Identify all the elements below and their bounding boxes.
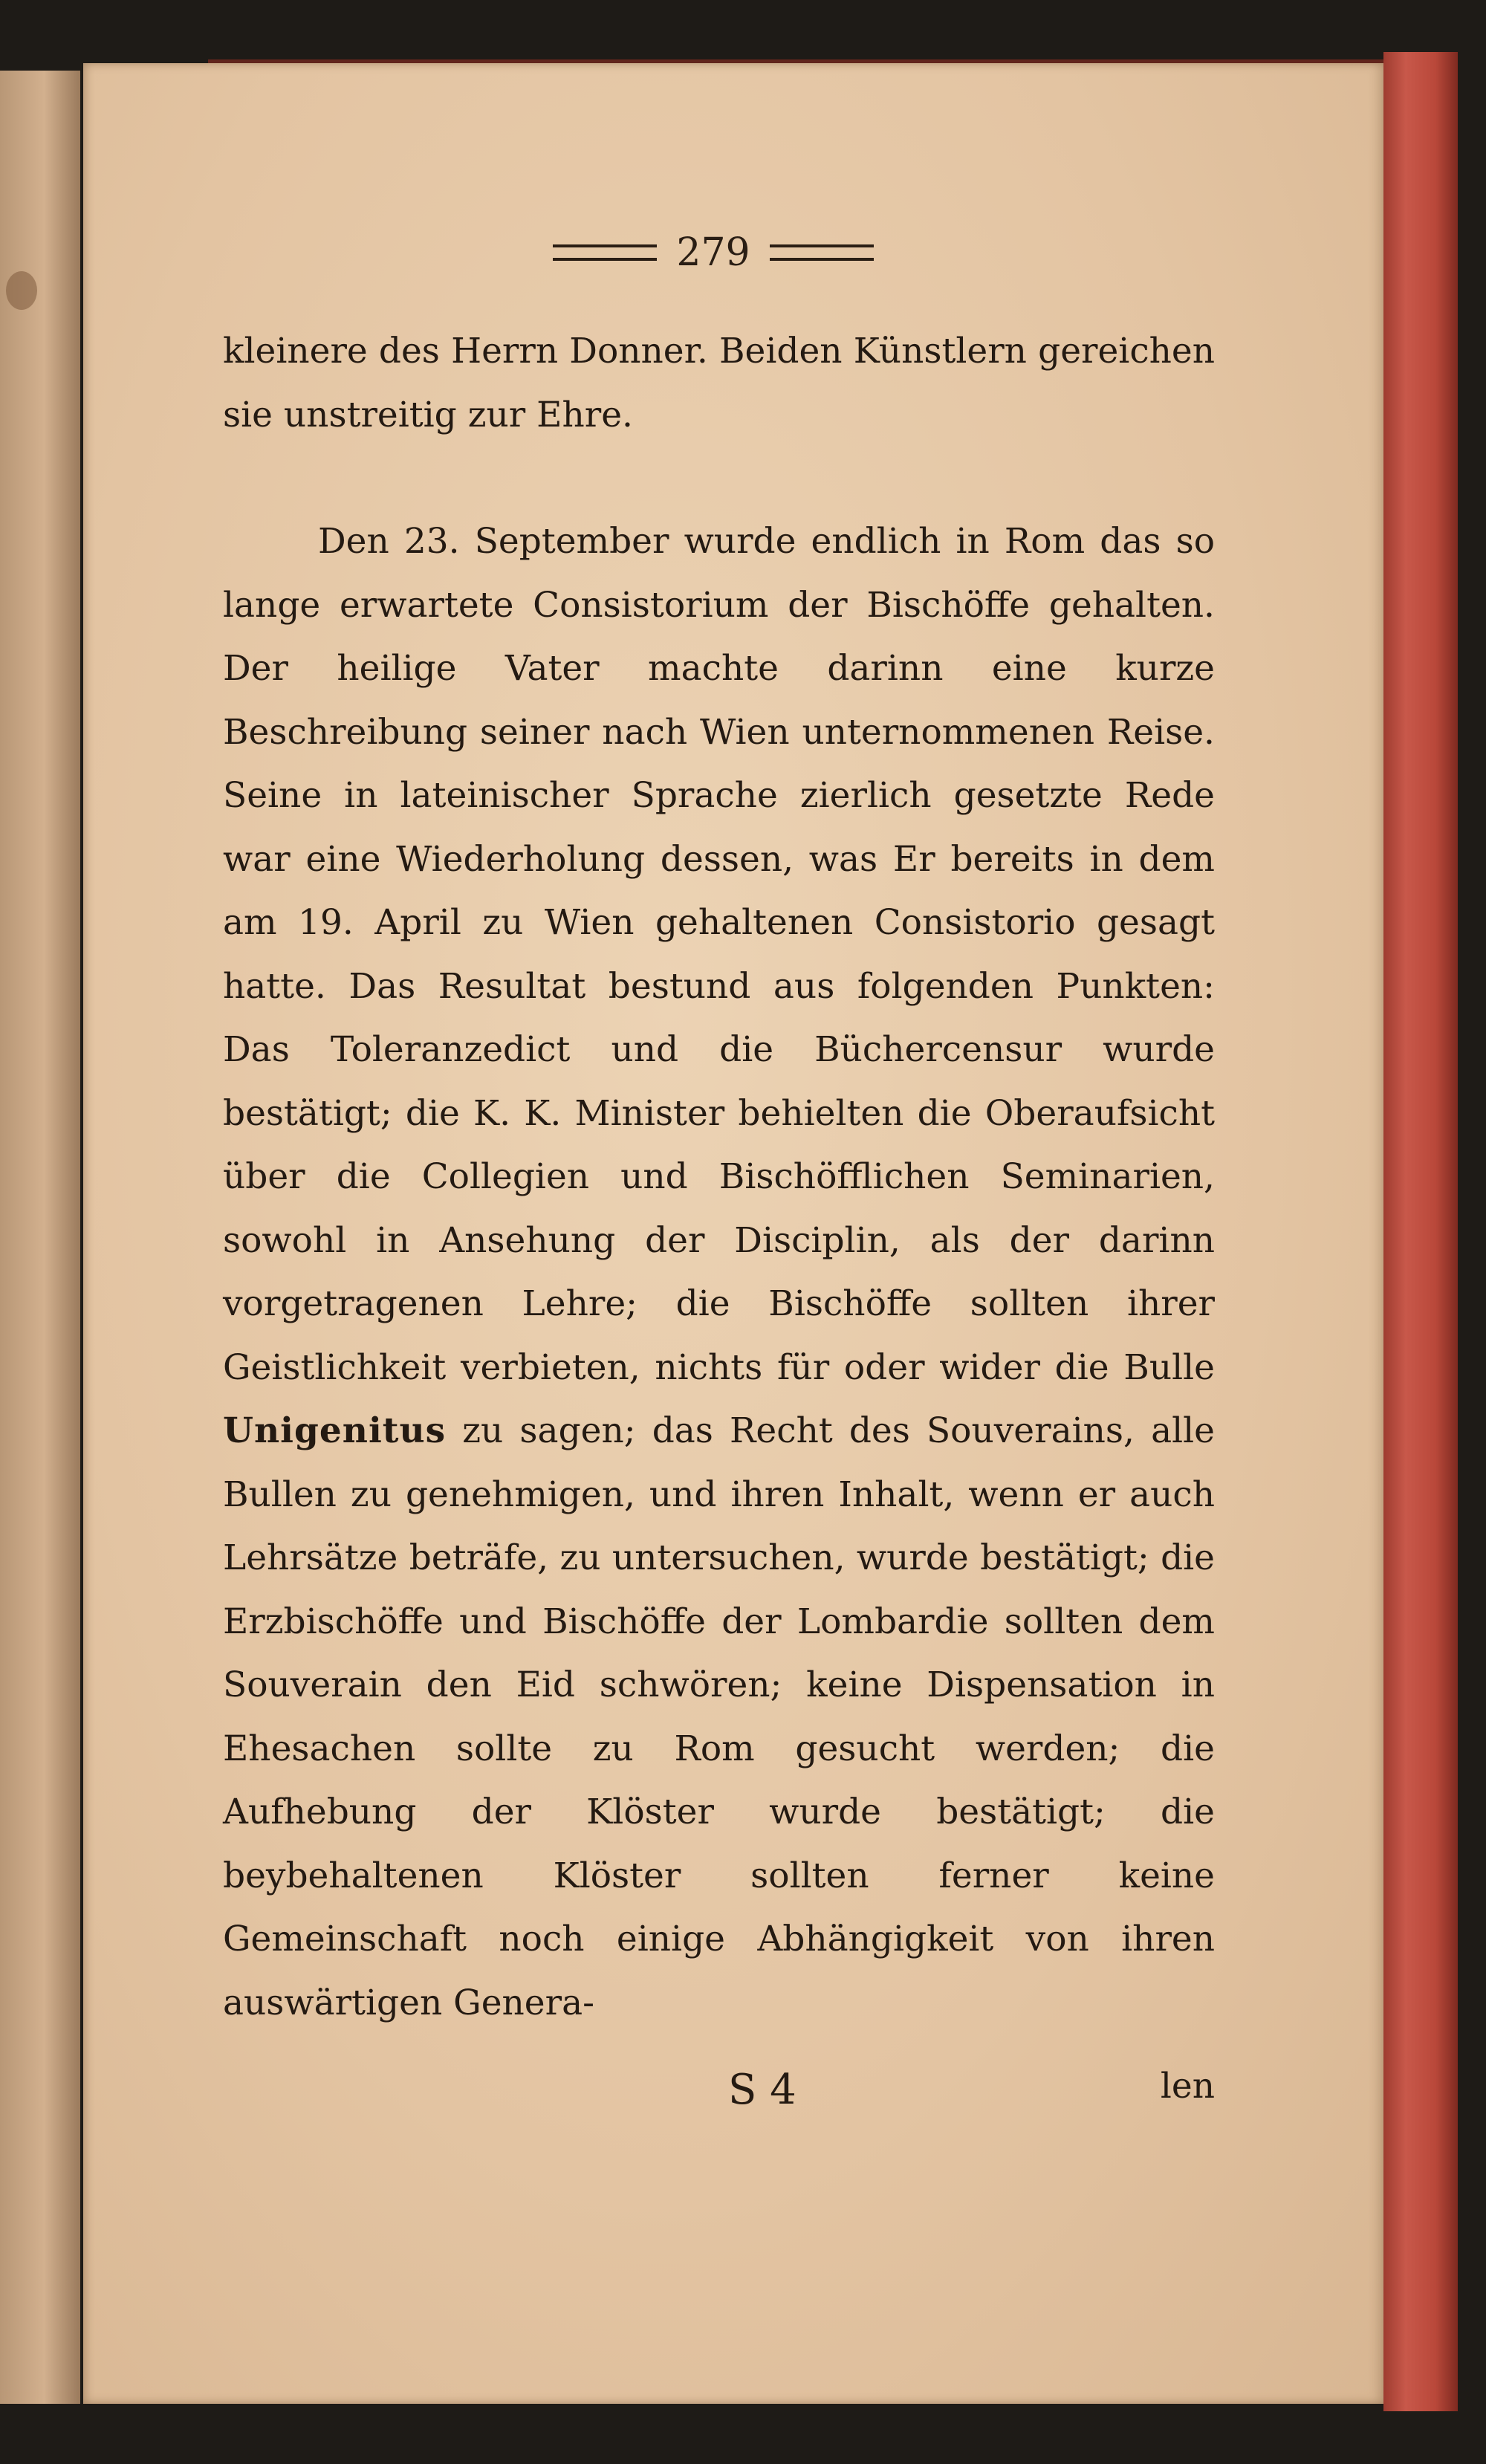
page-header [520, 223, 906, 282]
red-page-edges [1383, 52, 1458, 2411]
paragraph-1: kleinere des Herrn Donner. Beiden Künstlern gereichen sie unstreitig zur Ehre. [223, 331, 1215, 435]
page-body [223, 320, 1215, 2035]
page-footer [223, 2066, 1215, 2133]
signature-mark: S 4 [728, 2066, 796, 2114]
stain [6, 271, 37, 310]
paragraph-2-end: zu sagen; das Recht des Souverains, alle Bullen zu genehmigen, und ihren Inhalt, wenn er auch Lehrsätze beträfe, zu untersuchen, wurde bestätigt; die Erzbischöffe und Bischöffe der Lombardie sollten dem Souverain den Eid schwören; keine Dispensation in Ehesachen sollte zu Rom gesucht werden; die Aufhebung der Klöster wurde bestätigt; die beybehaltenen Klöster sollten ferner keine Gemeinschaft noch einige Abhängigkeit von ihren auswärtigen Genera- [223, 1410, 1215, 2023]
paragraph-2-text: Den 23. September wurde endlich in Rom das so lange erwartete Consistorium der Bischöffe gehalten. Der heilige Vater machte darinn eine kurze Beschreibung seiner nach Wien unternommenen Reise. Seine in lateinischer Sprache zierlich gesetzte Rede war eine Wiederholung dessen, was Er bereits in dem am 19. April zu Wien gehaltenen Consistorio gesagt hatte. Das Resultat bestund aus folgenden Punkten: Das Toleranzedict und die Büchercensur wurde bestätigt; die K. K. Minister behielten die Oberaufsicht über die Collegien und Bischöfflichen Seminarien, sowohl in Ansehung der Disciplin, als der darinn vorgetragenen Lehre; die Bischöffe sollten ihrer Geistlichkeit verbieten, nichts für oder wider die Bulle [223, 521, 1215, 1388]
catchword: len [1160, 2066, 1215, 2107]
header-rule-left [553, 244, 657, 261]
header-rule-right [770, 244, 874, 261]
emphasized-word: Unigenitus [223, 1410, 447, 1451]
left-page-edge [0, 71, 80, 2404]
paragraph-2 [223, 510, 1215, 2035]
page-number: 279 [676, 230, 750, 275]
